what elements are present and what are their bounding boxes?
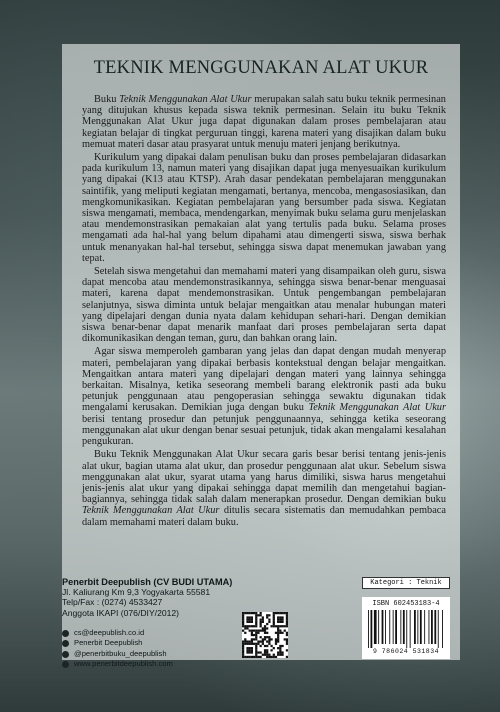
contact-website <box>62 659 262 669</box>
contact-facebook <box>62 638 262 648</box>
qr-code-graphic <box>242 612 288 658</box>
publisher-phone: Telp/Fax : (0274) 4533427 <box>62 597 163 608</box>
synopsis-paragraph: Kurikulum yang dipakai dalam penulisan buku dan proses pembelajaran didasarkan pada kurikulum 13, namun materi yang disajikan dapat juga menyesuaikan kurikulum yang dipakai (K13 atau KTSP). Arah dasar pendekatan pembelajaran menggunakan saintifik, yang meliputi kegiatan mengamati, bertanya, mencoba, mengasosiasikan, dan mengkomunikasikan. Kegiatan pembelajaran yang bersumber pada siswa. Kegiatan siswa mengamati, membaca, mendengarkan, menyimak buku selama guru menjelaskan atau mendemonstrasikan pemakaian alat yang tertulis pada buku. Selama proses mengamati ada hal-hal yang belum dipahami atau dimengerti siswa, siswa berhak untuk menanyakan hal-hal tersebut, sehingga siswa dapat menemukan jawaban yang tepat. <box>82 152 446 264</box>
contact-list <box>62 628 262 670</box>
isbn-digits: 9 786024 531834 <box>372 648 439 655</box>
publisher-address: Jl. Kaliurang Km 9,3 Yogyakarta 55581 <box>62 587 211 598</box>
contact-instagram-text: @penerbitbuku_deepublish <box>74 648 167 658</box>
contact-facebook-text: Penerbit Deepublish <box>74 638 143 648</box>
isbn-barcode <box>362 597 450 659</box>
contact-email <box>62 628 262 638</box>
barcode-bars <box>366 610 446 648</box>
synopsis-paragraph: Setelah siswa mengetahui dan memahami materi yang disampaikan oleh guru, siswa dapat mencoba atau mendemonstrasikannya, sehingga siswa benar-benar menguasai materi, karena dapat mendemonstrasikan. Untuk pengembangan pembelajaran selanjutnya, siswa diminta untuk belajar mengaitkan atau menalar hubungan materi yang dipelajari dengan dunia nyata dalam kehidupan sehari-hari. Dengan demikian siswa benar-benar dapat menarik manfaat dari proses pembelajaran serta dapat dikomunikasikan dengan teman, guru, dan bahkan orang lain. <box>82 266 446 345</box>
instagram-icon <box>62 651 69 658</box>
synopsis <box>82 94 446 528</box>
qr-code <box>242 612 288 658</box>
book-title-italic: Teknik Menggunakan Alat Ukur <box>119 94 252 105</box>
publisher-name: Penerbit Deepublish (CV BUDI UTAMA) <box>62 577 233 587</box>
synopsis-paragraph: Agar siswa memperoleh gambaran yang jelas dan dapat dengan mudah menyerap materi, pembelajaran yang dipakai berbasis kontekstual dengan belajar mengaitkan. Mengaitkan antara materi yang dipelajari dengan materi yang lainnya sehingga berkaitan. Misalnya, ketika seseorang membeli barang elektronik pasti ada buku petunjuk penggunaan atau pengoperasian sehingga sewaktu digunakan tidak mengalami kerusakan. Demikian juga dengan buku Teknik Menggunakan Alat Ukur berisi tentang prosedur dan petunjuk penggunaannya, sehingga ketika seseorang menggunakan alat ukur dengan benar sesuai petunjuk, tidak akan mengalami kesalahan pengukuran. <box>82 346 446 448</box>
contact-instagram <box>62 649 262 659</box>
book-title-italic: Teknik Menggunakan Alat Ukur <box>308 402 446 414</box>
synopsis-paragraph: Buku Teknik Menggunakan Alat Ukur merupakan salah satu buku teknik permesinan yang ditujukan khusus kepada siswa teknik permesinan. Selain itu buku Teknik Menggunakan Alat Ukur juga dapat digunakan dalam proses pembelajaran atau kegiatan belajar di tingkat perguruan tinggi, karena materi yang disajikan dalam buku memuat materi dasar atau prasyarat untuk menuju materi jenjang berikutnya. <box>82 94 446 150</box>
publisher-ikapi: Anggota IKAPI (076/DIY/2012) <box>62 607 180 618</box>
publisher-block <box>62 577 272 618</box>
category-label: Kategori : Teknik <box>362 577 450 589</box>
book-title-italic: Teknik Menggunakan Alat Ukur <box>82 505 220 517</box>
email-icon <box>62 630 69 637</box>
globe-icon <box>62 661 69 668</box>
facebook-icon <box>62 640 69 647</box>
barcode-block <box>362 577 450 659</box>
book-title: TEKNIK MENGGUNAKAN ALAT UKUR <box>93 58 429 78</box>
contact-email-text: cs@deepublish.co.id <box>74 628 145 637</box>
synopsis-paragraph: Buku Teknik Menggunakan Alat Ukur secara garis besar berisi tentang jenis-jenis alat ukur, bagian utama alat ukur, dan prosedur penggunaan alat ukur. Sebelum siswa menggunakan alat ukur, syarat utama yang harus dimiliki, siswa harus mengetahui jenis-jenis alat ukur yang dipakai sehingga dapat memilih dan mengetahui bagian-bagiannya, sehingga tidak salah dalam menerapkan prosedur. Dengan demikian buku Teknik Menggunakan Alat Ukur ditulis secara sistematis dan memudahkan pembaca dalam memahami materi dalam buku. <box>82 449 446 528</box>
contact-website-text: www.penerbitdeepublish.com <box>74 659 173 669</box>
isbn-label: ISBN 602453183-4 <box>372 600 440 608</box>
